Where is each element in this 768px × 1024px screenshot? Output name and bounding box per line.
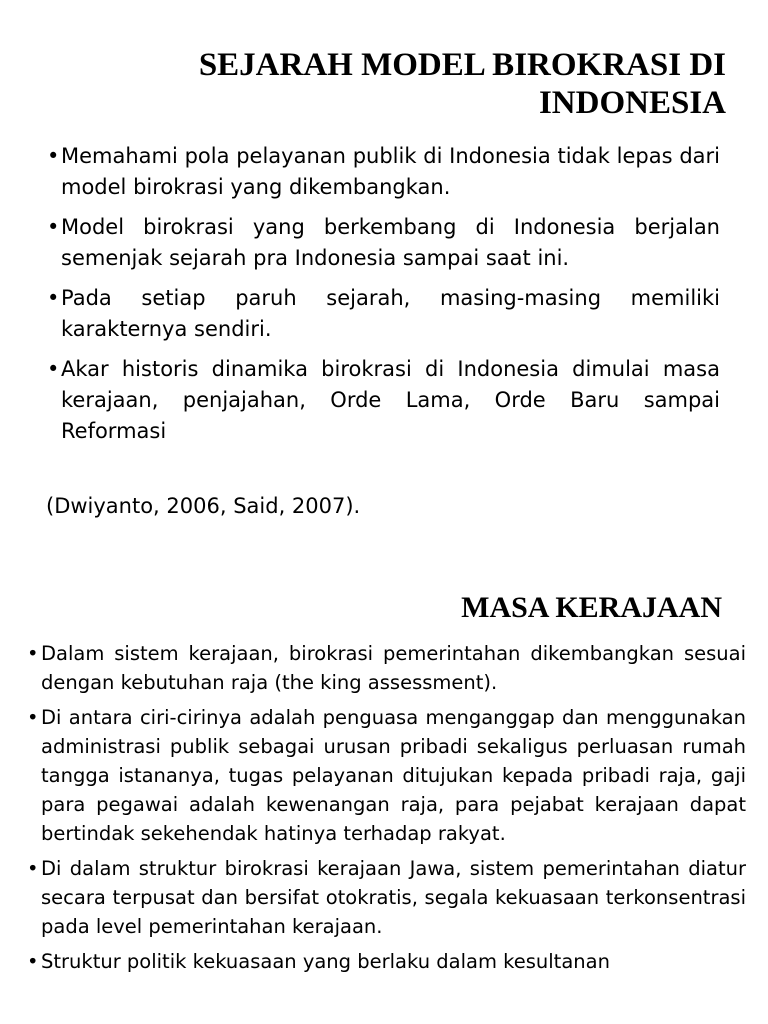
bullet-text: Akar historis dinamika birokrasi di Indonesia dimulai masa kerajaan, penjajahan, Orde Lama, Orde Baru sampai Reformasi [61, 357, 720, 443]
bullet-item [47, 283, 720, 345]
bullet-marker: • [47, 286, 60, 310]
bullet-marker: • [47, 144, 60, 168]
bullet-text: Model birokrasi yang berkembang di Indonesia berjalan semenjak sejarah pra Indonesia sampai saat ini. [61, 215, 720, 270]
bullet-marker: • [27, 642, 39, 665]
bullet-item [27, 947, 746, 976]
slide-title: MASA KERAJAAN [461, 591, 722, 624]
bullet-marker: • [27, 950, 39, 973]
bullet-list [27, 639, 746, 982]
bullet-item [27, 703, 746, 848]
bullet-text: Di dalam struktur birokrasi kerajaan Jawa, sistem pemerintahan diatur secara terpusat dan bersifat otokratis, segala kekuasaan terkonsentrasi pada level pemerintahan kerajaan. [41, 857, 746, 938]
bullet-marker: • [27, 857, 39, 880]
bullet-item [27, 854, 746, 941]
bullet-marker: • [27, 706, 39, 729]
slide-title: SEJARAH MODEL BIROKRASI DI INDONESIA [198, 47, 726, 121]
bullet-text: Di antara ciri-cirinya adalah penguasa menganggap dan menggunakan administrasi publik sebagai urusan pribadi sekaligus perluasan rumah tangga istananya, tugas pelayanan ditujukan kepada pribadi raja, gaji para pegawai adalah kewenangan raja, para pejabat kerajaan dapat bertindak sekehendak hatinya terhadap rakyat. [41, 706, 746, 845]
bullet-marker: • [47, 215, 60, 239]
bullet-text: Dalam sistem kerajaan, birokrasi pemerintahan dikembangkan sesuai dengan kebutuhan raja (the king assessment). [41, 642, 746, 694]
slide-masa-kerajaan [0, 560, 768, 1024]
bullet-item [47, 354, 720, 447]
bullet-text: Memahami pola pelayanan publik di Indonesia tidak lepas dari model birokrasi yang dikembangkan. [61, 144, 720, 199]
bullet-list [47, 141, 720, 456]
bullet-marker: • [47, 357, 60, 381]
bullet-item [47, 212, 720, 274]
citation: (Dwiyanto, 2006, Said, 2007). [46, 494, 361, 518]
bullet-text: Pada setiap paruh sejarah, masing-masing memiliki karakternya sendiri. [61, 286, 720, 341]
bullet-item [27, 639, 746, 697]
bullet-item [47, 141, 720, 203]
bullet-text: Struktur politik kekuasaan yang berlaku dalam kesultanan [41, 950, 610, 973]
